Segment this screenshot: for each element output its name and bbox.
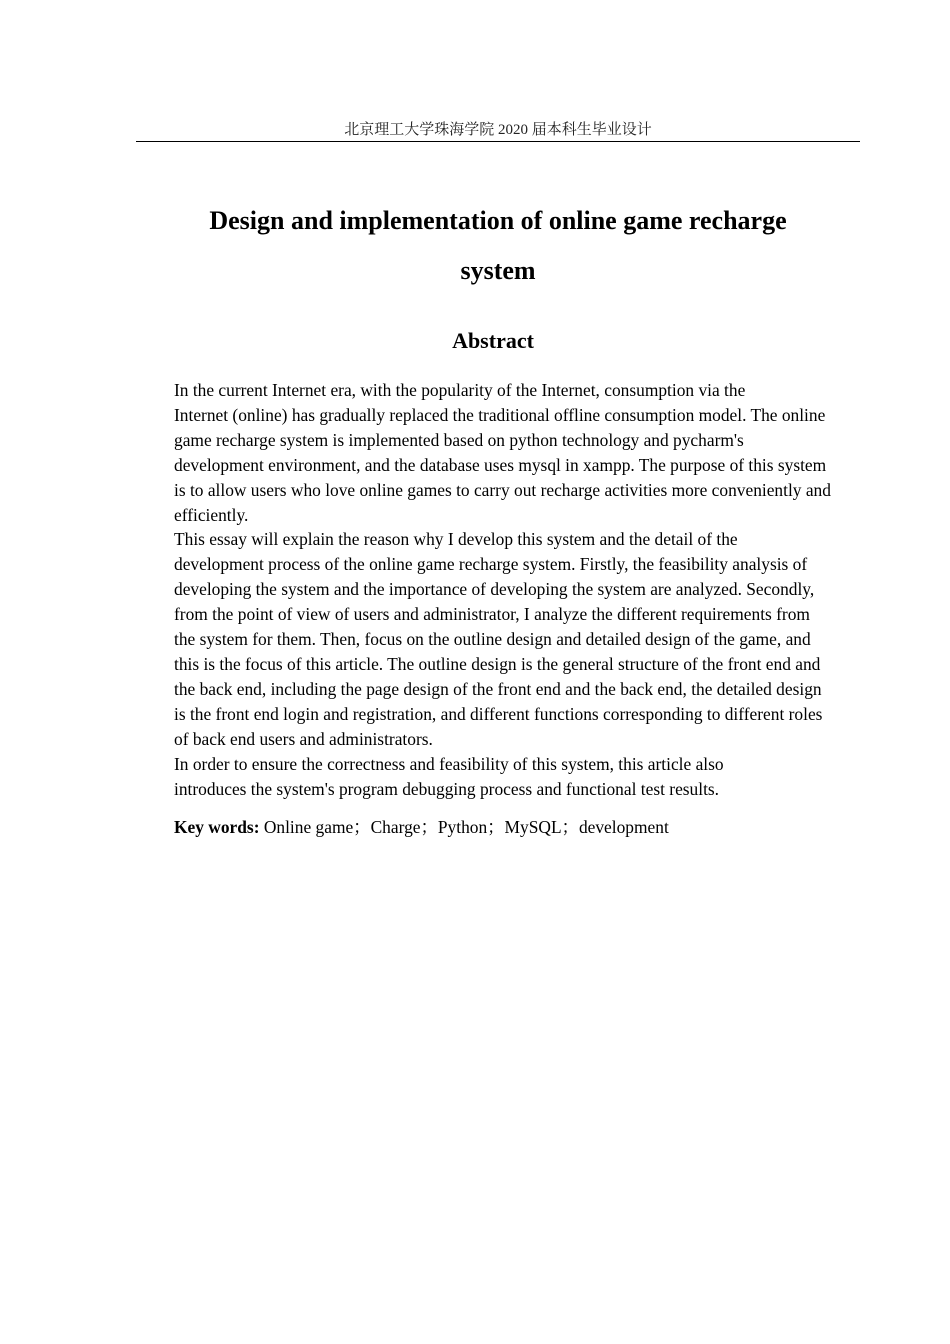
abstract-body [136, 378, 860, 801]
text-line: efficiently. [174, 504, 249, 525]
paper-title-line-1: Design and implementation of online game recharge [209, 206, 787, 235]
text-line: development environment, and the database uses mysql in xampp. The purpose of this system [174, 454, 827, 475]
text-line: In order to ensure the correctness and feasibility of this system, this article also [174, 753, 724, 774]
running-header [136, 120, 860, 142]
text-line: developing the system and the importance of developing the system are analyzed. Secondly, [174, 579, 815, 600]
abstract-paragraph-2 [136, 527, 860, 751]
text-line: of back end users and administrators. [174, 728, 433, 749]
text-line: development process of the online game recharge system. Firstly, the feasibility analysis of [174, 554, 808, 575]
text-line: introduces the system's program debugging process and functional test results. [174, 778, 720, 799]
text-line: this is the focus of this article. The outline design is the general structure of the front end and [174, 653, 821, 674]
text-line: the back end, including the page design of the front end and the back end, the detailed design [174, 678, 822, 699]
text-line: This essay will explain the reason why I develop this system and the detail of the [174, 529, 738, 550]
text-line: the system for them. Then, focus on the outline design and detailed design of the game, and [174, 629, 811, 650]
keywords-text: Online game；Charge；Python；MySQL；development [259, 817, 669, 837]
running-header-text: 北京理工大学珠海学院 2020 届本科生毕业设计 [344, 122, 652, 138]
keywords-line [174, 815, 669, 839]
paper-title [136, 196, 860, 296]
text-line: Internet (online) has gradually replaced the traditional offline consumption model. The online [174, 404, 826, 425]
keywords-label: Key words: [174, 817, 260, 837]
paper-title-line-2: system [460, 256, 536, 285]
text-line: is the front end login and registration, and different functions corresponding to different roles [174, 703, 823, 724]
text-line: is to allow users who love online games to carry out recharge activities more conveniently and [174, 479, 831, 500]
text-line: from the point of view of users and administrator, I analyze the different requirements from [174, 604, 810, 625]
abstract-heading: Abstract [452, 328, 534, 353]
text-line: game recharge system is implemented based on python technology and pycharm's [174, 429, 744, 450]
abstract-paragraph-3 [136, 752, 860, 802]
text-line: In the current Internet era, with the popularity of the Internet, consumption via the [174, 380, 746, 400]
abstract-paragraph-1 [136, 378, 860, 527]
